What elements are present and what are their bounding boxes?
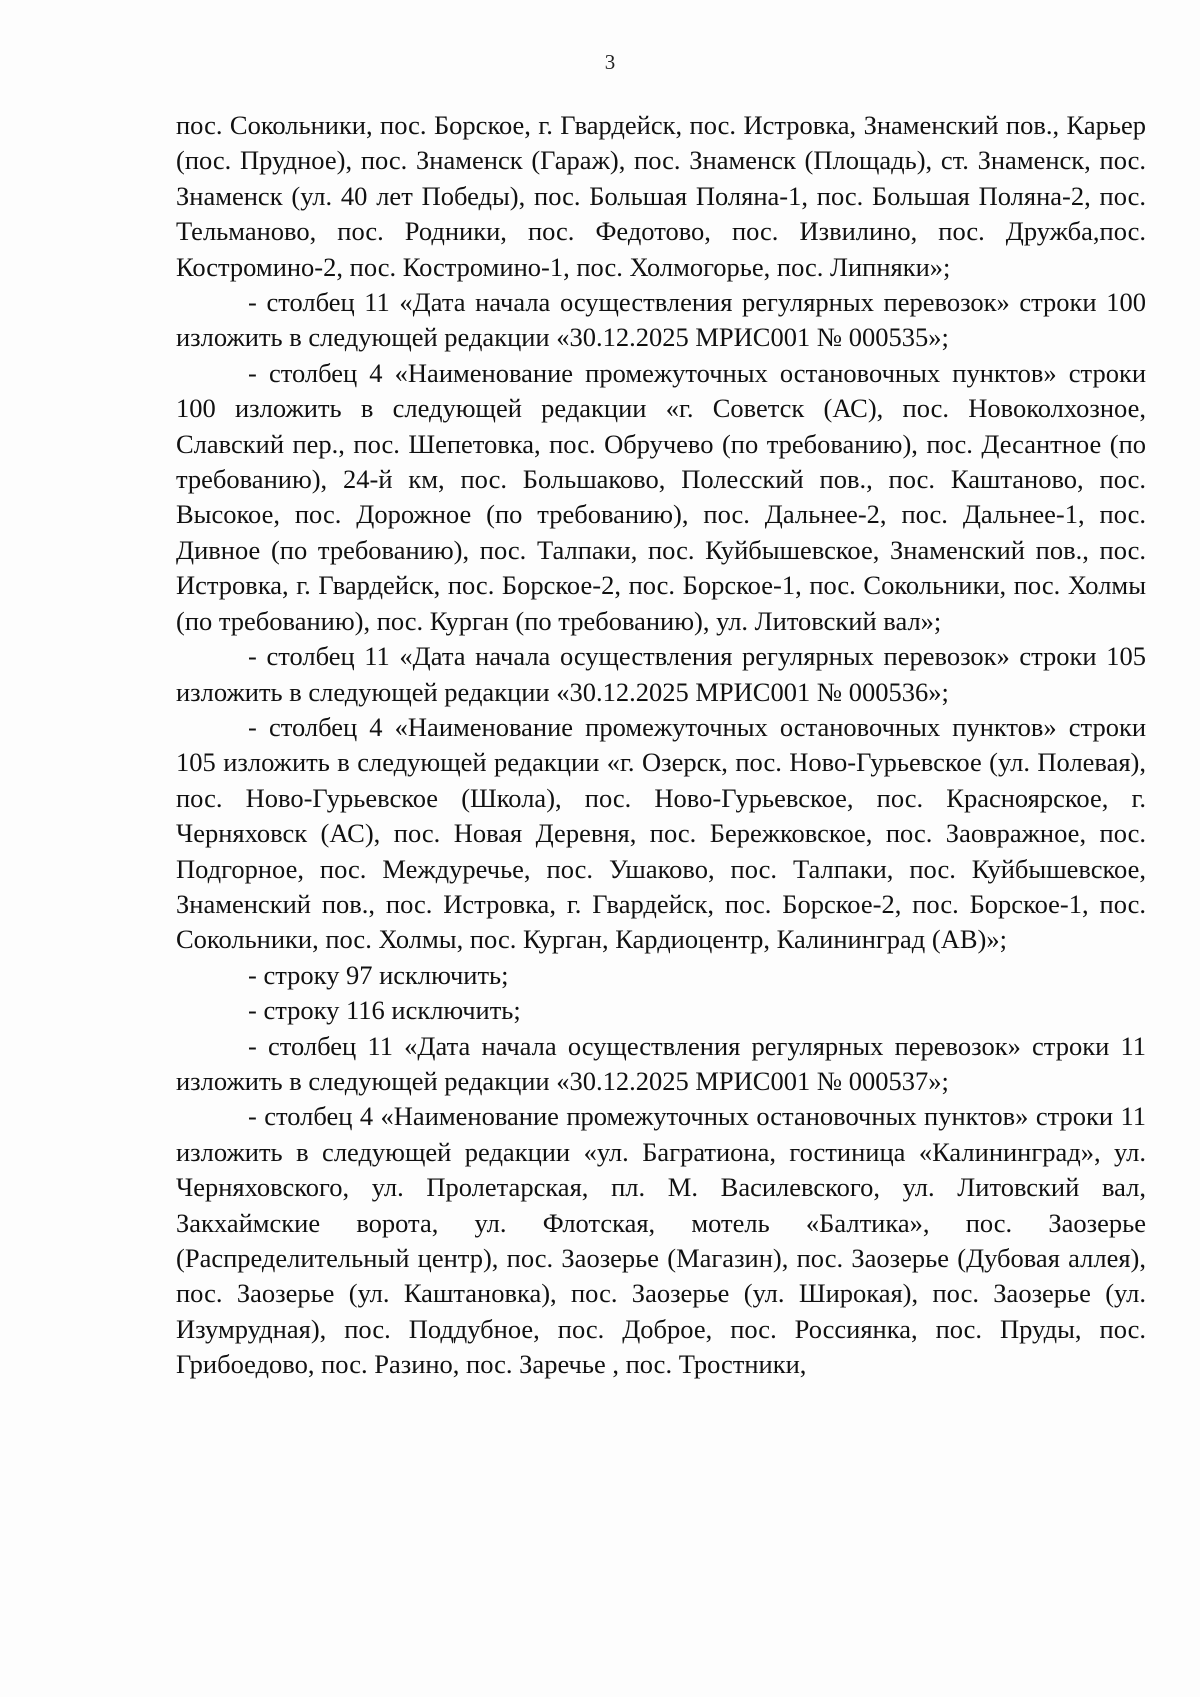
paragraph-row-11-column-11: - столбец 11 «Дата начала осуществления регулярных перевозок» строки 11 изложить в следующей редакции «30.12.2025 МРИС001 № 000537»; <box>176 1030 1146 1096</box>
paragraph-row-105-column-11: - столбец 11 «Дата начала осуществления регулярных перевозок» строки 105 изложить в следующей редакции «30.12.2025 МРИС001 № 000536»; <box>176 641 1146 707</box>
paragraph-row-100-column-4: - столбец 4 «Наименование промежуточных остановочных пунктов» строки 100 изложить в следующей редакции «г. Советск (АС), пос. Новоколхозное, Славский пер., пос. Шепетовка, пос. Обручево (по требованию), пос. Десантное (по требованию), 24-й км, пос. Большаково, Полесский пов., пос. Каштаново, пос. Высокое, пос. Дорожное (по требованию), пос. Дальнее-2, пос. Дальнее-1, пос. Дивное (по требованию), пос. Талпаки, пос. Куйбышевское, Знаменский пов., пос. Истровка, г. Гвардейск, пос. Борское-2, пос. Борское-1, пос. Сокольники, пос. Холмы (по требованию), пос. Курган (по требованию), ул. Литовский вал»; <box>176 357 1146 636</box>
paragraph-continuation-stops: пос. Сокольники, пос. Борское, г. Гвардейск, пос. Истровка, Знаменский пов., Карьер (пос. Прудное), пос. Знаменск (Гараж), пос. Знаменск (Площадь), ст. Знаменск, пос. Знаменск (ул. 40 лет Победы), пос. Большая Поляна-1, пос. Большая Поляна-2, пос. Тельманово, пос. Родники, пос. Федотово, пос. Извилино, пос. Дружба,пос. Костромино-2, пос. Костромино-1, пос. Холмогорье, пос. Липняки»; <box>176 110 1146 282</box>
document-body <box>176 108 1146 1383</box>
paragraph-exclude-row-97: - строку 97 исключить; <box>248 959 509 990</box>
paragraph-row-11-column-4: - столбец 4 «Наименование промежуточных остановочных пунктов» строки 11 изложить в следующей редакции «ул. Багратиона, гостиница «Калининград», ул. Черняховского, ул. Пролетарская, пл. М. Василевского, ул. Литовский вал, Закхаймские ворота, ул. Флотская, мотель «Балтика», пос. Заозерье (Распределительный центр), пос. Заозерье (Магазин), пос. Заозерье (Дубовая аллея), пос. Заозерье (ул. Каштановка), пос. Заозерье (ул. Широкая), пос. Заозерье (ул. Изумрудная), пос. Поддубное, пос. Доброе, пос. Россиянка, пос. Пруды, пос. Грибоедово, пос. Разино, пос. Заречье , пос. Тростники, <box>176 1101 1146 1380</box>
paragraph-exclude-row-116: - строку 116 исключить; <box>248 995 521 1026</box>
page-number: 3 <box>604 50 616 74</box>
paragraph-row-100-column-11: - столбец 11 «Дата начала осуществления регулярных перевозок» строки 100 изложить в следующей редакции «30.12.2025 МРИС001 № 000535»; <box>176 287 1146 353</box>
paragraph-row-105-column-4: - столбец 4 «Наименование промежуточных остановочных пунктов» строки 105 изложить в следующей редакции «г. Озерск, пос. Ново-Гурьевское (ул. Полевая), пос. Ново-Гурьевское (Школа), пос. Ново-Гурьевское, пос. Красноярское, г. Черняховск (АС), пос. Новая Деревня, пос. Бережковское, пос. Заовражное, пос. Подгорное, пос. Междуречье, пос. Ушаково, пос. Талпаки, пос. Куйбышевское, Знаменский пов., пос. Истровка, г. Гвардейск, пос. Борское-2, пос. Борское-1, пос. Сокольники, пос. Холмы, пос. Курган, Кардиоцентр, Калининград (АВ)»; <box>176 711 1146 955</box>
